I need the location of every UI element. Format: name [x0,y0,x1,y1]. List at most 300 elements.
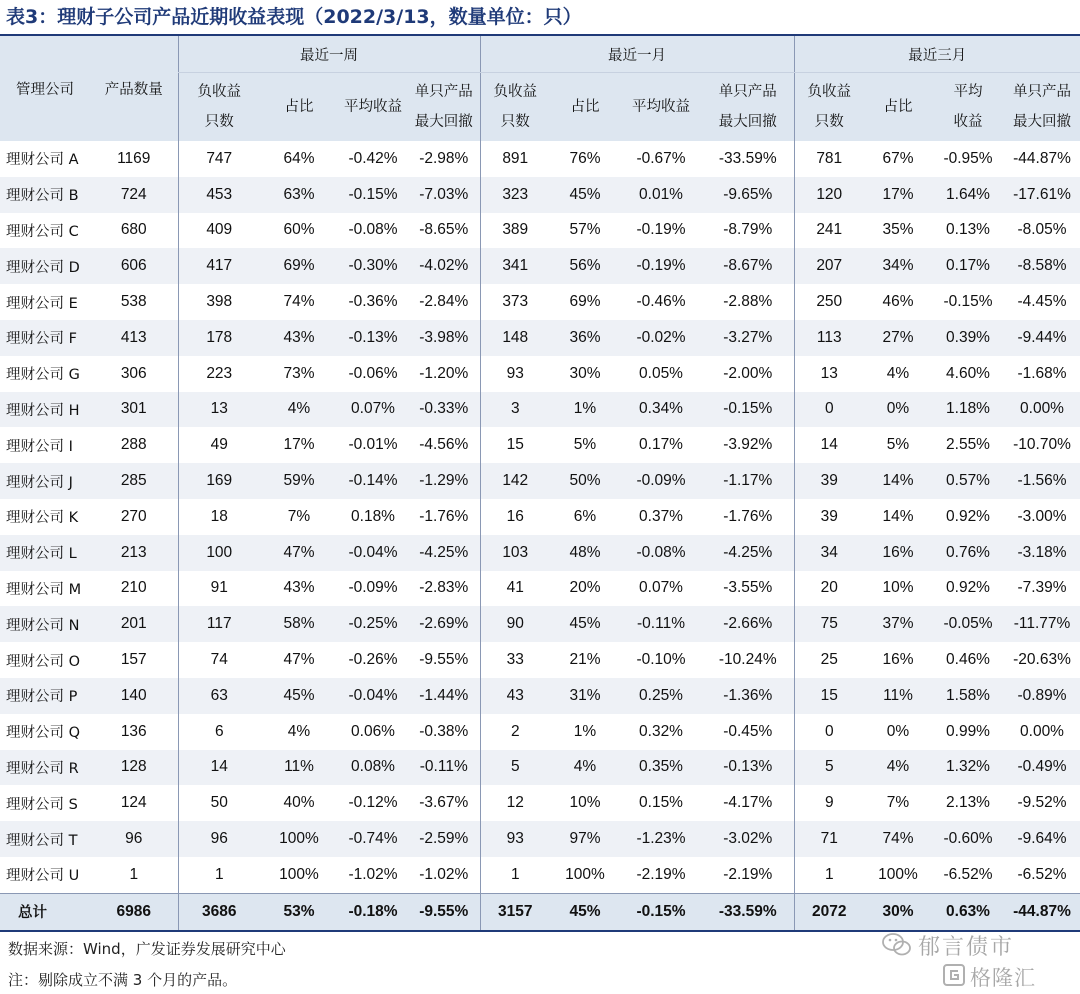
table-cell: -0.12% [348,794,398,812]
table-cell: 0.05% [639,364,683,382]
table-cell: 341 [480,248,550,284]
table-cell: -4.25% [408,535,480,571]
table-cell: 1 [794,857,864,893]
table-cell: 0.92% [946,579,990,597]
table-cell: 169 [178,463,260,499]
table-cell: -0.14% [338,463,408,499]
table-cell: 0 [794,714,864,750]
table-cell: -0.45% [723,722,773,740]
table-cell: 210 [120,579,147,597]
table-cell: 43% [283,579,315,597]
table-cell: 1.18% [932,392,1004,428]
table-row [0,213,1080,249]
table-cell: -2.19% [723,865,773,883]
table-row [0,642,1080,678]
table-cell: -9.64% [1004,821,1080,857]
table-row [0,320,1080,356]
table-cell: 4% [886,364,910,382]
table-cell: 301 [90,392,178,428]
table-cell: -8.67% [702,248,794,284]
table-title: 表3：理财子公司产品近期收益表现（2022/3/13，数量单位：只） [6,6,582,28]
table-cell: -1.02% [348,865,398,883]
table-cell: 35% [882,221,914,239]
table-row [0,177,1080,213]
table-cell: 100% [279,865,319,883]
wechat-icon [882,932,912,958]
table-cell: 136 [120,722,147,740]
source-note: 数据来源：Wind，广发证券发展研究中心 [8,940,286,958]
row-label: 理财公司 I [6,438,73,455]
table-cell: 9 [794,785,864,821]
table-cell: 4% [550,750,620,786]
table-cell: -8.58% [1004,248,1080,284]
footnote: 注：剔除成立不满 3 个月的产品。 [8,971,238,989]
table-cell: -0.30% [338,248,408,284]
table-cell: -0.15% [943,293,993,311]
table-cell: 0.35% [620,750,702,786]
table-cell: -3.67% [419,794,469,812]
table-cell: -4.02% [408,248,480,284]
table-cell: 41 [480,571,550,607]
table-cell: 323 [480,177,550,213]
table-cell: -8.05% [1017,221,1067,239]
table-cell: 606 [90,248,178,284]
table-cell: 453 [178,177,260,213]
table-cell: 5% [573,436,597,454]
row-label: 理财公司 J [0,463,90,499]
table-cell: 409 [178,213,260,249]
table-cell: -0.04% [338,678,408,714]
table-cell: 17% [864,177,932,213]
table-row [0,678,1080,714]
table-cell: 48% [550,535,620,571]
table-cell: -0.33% [408,392,480,428]
table-cell: 148 [480,320,550,356]
table-cell: 4.60% [946,364,990,382]
table-cell: 0.34% [620,392,702,428]
table-cell: 14 [794,427,864,463]
table-cell: -0.15% [702,392,794,428]
header-share: 占比 [570,99,600,115]
table-cell: 45% [260,678,338,714]
row-label: 理财公司 K [6,510,79,527]
table-cell: -1.44% [408,678,480,714]
table-cell: 16 [480,499,550,535]
table-cell: 15 [794,678,864,714]
header-neg-count: 负收益 只数 [794,73,864,142]
table-cell: -3.00% [1017,507,1067,525]
row-label: 理财公司 U [6,868,80,885]
table-cell: 0.57% [932,463,1004,499]
table-cell: 74 [178,642,260,678]
table-cell: 373 [480,284,550,320]
header-group-month: 最近一月 [480,35,794,73]
table-cell: -0.15% [338,177,408,213]
table-cell: -33.59% [702,893,794,931]
table-cell: 63% [260,177,338,213]
table-cell: 413 [90,320,178,356]
table-cell: -2.83% [419,579,469,597]
table-cell: 1169 [117,149,151,167]
table-cell: -3.27% [702,320,794,356]
table-cell: -2.88% [723,293,773,311]
table-cell: 49 [178,427,260,463]
table-cell: -0.19% [636,221,686,239]
table-cell: 100% [565,865,605,883]
table-cell: 67% [882,149,914,167]
table-cell: -2.84% [419,293,469,311]
table-cell: 47% [283,651,315,669]
table-cell: 56% [550,248,620,284]
table-cell: 288 [120,436,147,454]
table-cell: 20 [794,571,864,607]
table-cell: 20% [569,579,601,597]
table-cell: 0.07% [338,392,408,428]
row-label: 理财公司 Q [6,725,81,742]
table-cell: -0.26% [348,651,398,669]
table-cell: 0.17% [932,248,1004,284]
table-cell: 0.32% [639,722,683,740]
row-label: 理财公司 F [0,320,90,356]
row-label: 理财公司 D [0,248,90,284]
table-cell: 0.18% [351,507,395,525]
table-cell: -0.05% [932,606,1004,642]
table-cell: -0.04% [338,535,408,571]
table-cell: 1 [178,857,260,893]
table-cell: 13 [794,356,864,392]
table-cell: 0.07% [639,579,683,597]
table-cell: 74% [283,293,315,311]
table-cell: -2.59% [408,821,480,857]
table-cell: -0.15% [620,893,702,931]
table-header [0,35,1080,141]
table-cell: 34 [794,535,864,571]
table-cell: 891 [480,141,550,177]
table-cell: -1.36% [702,678,794,714]
row-label: 理财公司 L [0,535,90,571]
table-cell: 0.39% [932,320,1004,356]
header-manager: 管理公司 [0,35,90,141]
table-cell: 27% [864,320,932,356]
table-cell: 270 [120,507,147,525]
table-cell: -7.39% [1017,579,1067,597]
table-cell: -7.03% [408,177,480,213]
table-cell: 285 [90,463,178,499]
table-cell: 63 [178,678,260,714]
returns-table [0,34,1080,932]
row-label: 理财公司 P [0,678,90,714]
table-cell: 1 [129,865,139,883]
table-cell: -0.95% [943,149,993,167]
table-cell: 120 [794,177,864,213]
table-cell: 45% [550,893,620,931]
table-row [0,356,1080,392]
header-neg-count: 负收益 只数 [480,73,550,142]
table-cell: -0.11% [408,750,480,786]
table-cell: 1.32% [932,750,1004,786]
table-cell: -0.74% [338,821,408,857]
table-row [0,284,1080,320]
table-cell: -2.19% [636,865,686,883]
table-cell: 781 [794,141,864,177]
table-cell: -9.55% [419,651,469,669]
table-row [0,714,1080,750]
table-cell: 1% [550,392,620,428]
table-cell: 1 [480,857,550,893]
table-cell: 47% [260,535,338,571]
table-cell: 31% [550,678,620,714]
table-cell: -0.49% [1004,750,1080,786]
table-cell: -1.76% [723,507,773,525]
table-cell: -9.52% [1017,794,1067,812]
table-cell: 57% [569,221,601,239]
table-cell: 74% [864,821,932,857]
table-row [0,499,1080,535]
table-cell: 0.00% [1004,392,1080,428]
table-cell: 96 [178,821,260,857]
table-cell: -0.10% [636,651,686,669]
table-cell: 0.01% [620,177,702,213]
row-label: 理财公司 O [6,653,81,670]
table-cell: 40% [283,794,315,812]
table-row [0,141,1080,177]
table-cell: 0 [794,392,864,428]
table-cell: 100 [178,535,260,571]
row-label: 理财公司 G [6,367,80,384]
table-cell: 0% [864,392,932,428]
table-cell: -1.29% [408,463,480,499]
table-cell: -44.87% [1004,893,1080,931]
table-cell: 91 [178,571,260,607]
table-cell: 69% [569,293,601,311]
table-cell: 14% [882,507,914,525]
header-group-week: 最近一周 [178,35,480,73]
table-cell: 1.64% [932,177,1004,213]
table-cell: 680 [120,221,147,239]
table-cell: 7% [287,507,311,525]
table-row [0,392,1080,428]
table-cell: -8.79% [723,221,773,239]
table-cell: 3 [480,392,550,428]
table-cell: -0.89% [1004,678,1080,714]
table-cell: 96 [90,821,178,857]
table-cell: -44.87% [1013,149,1071,167]
table-cell: -0.46% [636,293,686,311]
table-cell: -4.25% [702,535,794,571]
table-cell: 0.00% [1020,722,1064,740]
row-label: 理财公司 H [0,392,90,428]
table-cell: 2072 [794,893,864,931]
table-cell: -6.52% [1017,865,1067,883]
table-cell: -0.19% [620,248,702,284]
table-cell: 417 [178,248,260,284]
table-cell: 538 [120,293,147,311]
table-cell: -3.18% [1004,535,1080,571]
table-row [0,821,1080,857]
table-cell: -0.38% [419,722,469,740]
table-cell: 50 [178,785,260,821]
table-cell: 241 [794,213,864,249]
watermark-brand: 格隆汇 [970,966,1036,990]
table-cell: -6.52% [943,865,993,883]
table-cell: 64% [283,149,315,167]
table-cell: 21% [569,651,601,669]
table-cell: 223 [178,356,260,392]
table-cell: 306 [120,364,147,382]
table-cell: 0.76% [932,535,1004,571]
table-cell: 142 [480,463,550,499]
table-cell: 60% [283,221,315,239]
table-cell: 13 [178,392,260,428]
table-cell: -0.25% [338,606,408,642]
table-row [0,571,1080,607]
table-cell: 0% [886,722,910,740]
table-cell: 43 [480,678,550,714]
table-cell: 25 [794,642,864,678]
table-cell: 6986 [90,893,178,931]
table-cell: 11% [260,750,338,786]
table-cell: 14 [178,750,260,786]
table-cell: -0.13% [338,320,408,356]
row-label: 理财公司 M [6,581,82,598]
header-avg-return: 平均收益 [344,99,402,115]
table-cell: 4% [864,750,932,786]
table-row [0,750,1080,786]
table-cell: 97% [550,821,620,857]
table-cell: 5 [794,750,864,786]
row-label: 理财公司 S [6,796,78,813]
table-cell: 18 [178,499,260,535]
table-cell: 1% [573,722,597,740]
table-cell: 724 [90,177,178,213]
table-cell: 12 [480,785,550,821]
table-cell: -0.60% [932,821,1004,857]
table-cell: -0.36% [348,293,398,311]
table-row [0,785,1080,821]
table-cell: -1.20% [419,364,469,382]
table-cell: 0.63% [932,893,1004,931]
table-cell: -1.56% [1004,463,1080,499]
table-cell: 6 [178,714,260,750]
table-body [0,141,1080,931]
table-cell: 53% [260,893,338,931]
table-cell: 0.08% [338,750,408,786]
table-cell: 2.13% [946,794,990,812]
table-cell: 140 [90,678,178,714]
table-cell: -11.77% [1004,606,1080,642]
row-label: 理财公司 A [6,152,79,169]
table-cell: 6% [573,507,597,525]
table-cell: -1.68% [1017,364,1067,382]
table-cell: 10% [882,579,914,597]
table-cell: 100% [878,865,918,883]
table-cell: 389 [480,213,550,249]
table-cell: -1.02% [419,865,469,883]
table-cell: 201 [90,606,178,642]
header-max-drawdown: 单只产品 最大回撤 [718,84,777,130]
table-cell: 15 [480,427,550,463]
table-cell: 0.25% [620,678,702,714]
table-cell: -3.98% [408,320,480,356]
table-cell: -1.17% [702,463,794,499]
table-cell: -2.00% [723,364,773,382]
table-cell: 128 [90,750,178,786]
table-cell: 76% [569,149,601,167]
table-cell: 37% [864,606,932,642]
table-cell: -0.18% [338,893,408,931]
table-cell: -3.92% [723,436,773,454]
row-label: 理财公司 T [0,821,90,857]
gelonghui-logo-icon [942,963,966,987]
table-cell: 250 [794,284,864,320]
table-cell: -2.69% [408,606,480,642]
table-cell: 69% [260,248,338,284]
header-group-quarter: 最近三月 [794,35,1080,73]
table-cell: 117 [178,606,260,642]
table-cell: -4.56% [419,436,469,454]
table-cell: 45% [550,606,620,642]
table-cell: -0.11% [620,606,702,642]
table-cell: 124 [120,794,147,812]
header-product-count: 产品数量 [90,35,178,141]
table-cell: -20.63% [1013,651,1071,669]
header-share: 占比 [883,99,913,115]
row-label: 理财公司 B [0,177,90,213]
table-cell: -2.98% [419,149,469,167]
table-cell: 207 [794,248,864,284]
row-label: 总计 [0,893,90,931]
table-cell: 157 [120,651,147,669]
table-cell: 16% [864,535,932,571]
table-cell: 30% [569,364,601,382]
table-cell: 73% [283,364,315,382]
table-cell: -8.65% [419,221,469,239]
header-avg-return: 平均 收益 [953,84,983,130]
table-cell: 75 [794,606,864,642]
total-row [0,893,1080,931]
table-cell: -17.61% [1004,177,1080,213]
watermark [882,930,1072,992]
header-share: 占比 [284,99,314,115]
table-cell: -4.45% [1017,293,1067,311]
table-cell: 3686 [178,893,260,931]
table-cell: 0.92% [946,507,990,525]
table-cell: 100% [260,821,338,857]
table-cell: -10.24% [718,651,777,669]
table-cell: 0.17% [639,436,683,454]
table-cell: 0.46% [946,651,990,669]
table-cell: 1.58% [932,678,1004,714]
table-cell: 30% [864,893,932,931]
table-cell: 34% [864,248,932,284]
table-cell: 90 [480,606,550,642]
table-cell: 11% [864,678,932,714]
table-cell: -0.67% [636,149,686,167]
table-cell: 10% [569,794,601,812]
table-cell: -2.66% [702,606,794,642]
table-cell: 747 [178,141,260,177]
table-cell: -0.09% [620,463,702,499]
table-cell: -0.13% [702,750,794,786]
table-cell: 36% [550,320,620,356]
table-cell: 14% [864,463,932,499]
table-cell: -0.08% [620,535,702,571]
table-cell: -3.02% [702,821,794,857]
table-cell: 5% [886,436,910,454]
table-cell: 0.13% [946,221,990,239]
table-cell: -4.17% [723,794,773,812]
header-neg-count: 负收益 只数 [178,73,260,142]
